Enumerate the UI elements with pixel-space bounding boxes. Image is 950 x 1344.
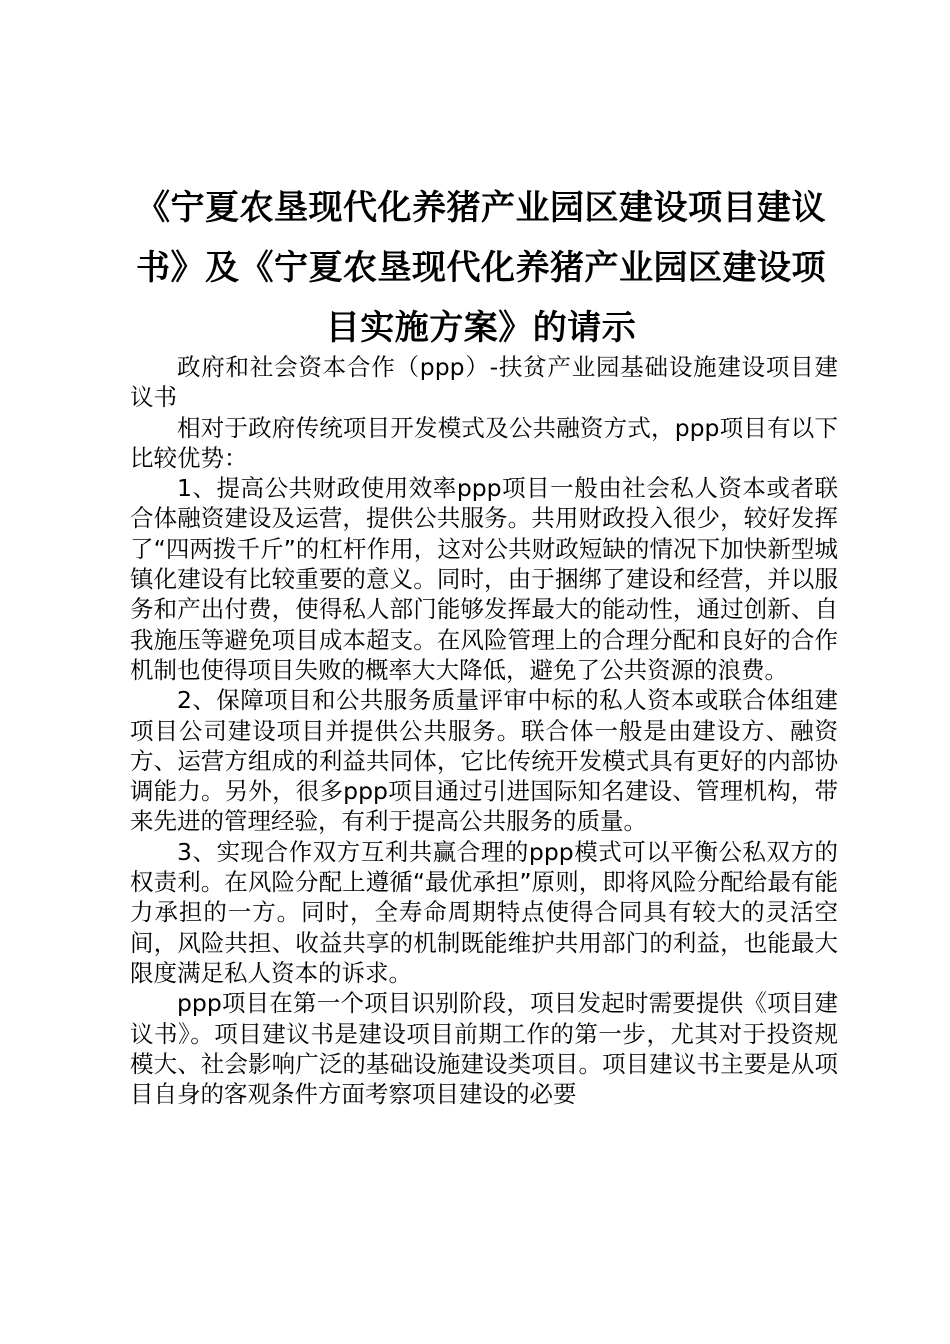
paragraph-intro: 相对于政府传统项目开发模式及公共融资方式，ppp项目有以下比较优势： (130, 413, 838, 472)
paragraph-point-3: 3、实现合作双方互利共赢合理的ppp模式可以平衡公私双方的权责利。在风险分配上遵循“最优承担”原则，即将风险分配给最有能力承担的一方。同时，全寿命周期特点使得合同具有较大的灵活空间，风险共担、收益共享的机制既能维护共用部门的利益，也能最大限度满足私人资本的诉求。 (130, 837, 838, 987)
paragraph-point-1: 1、提高公共财政使用效率ppp项目一般由社会私人资本或者联合体融资建设及运营，提供公共服务。共用财政投入很少，较好发挥了“四两拨千斤”的杠杆作用，这对公共财政短缺的情况下加快新型城镇化建设有比较重要的意义。同时，由于捆绑了建设和经营，并以服务和产出付费，使得私人部门能够发挥最大的能动性，通过创新、自我施压等避免项目成本超支。在风险管理上的合理分配和良好的合作机制也使得项目失败的概率大大降低，避免了公共资源的浪费。 (130, 474, 838, 684)
document-title: 《宁夏农垦现代化养猪产业园区建设项目建议书》及《宁夏农垦现代化养猪产业园区建设项目实施方案》的请示 (136, 188, 826, 348)
paragraph-subtitle: 政府和社会资本合作（ppp）-扶贫产业园基础设施建设项目建议书 (130, 353, 838, 412)
paragraph-point-2: 2、保障项目和公共服务质量评审中标的私人资本或联合体组建项目公司建设项目并提供公共服务。联合体一般是由建设方、融资方、运营方组成的利益共同体，它比传统开发模式具有更好的内部协调能力。另外，很多ppp项目通过引进国际知名建设、管理机构，带来先进的管理经验，有利于提高公共服务的质量。 (130, 686, 838, 836)
document-body (130, 352, 838, 1109)
paragraph-project-proposal: ppp项目在第一个项目识别阶段，项目发起时需要提供《项目建议书》。项目建议书是建设项目前期工作的第一步，尤其对于投资规模大、社会影响广泛的基础设施建设类项目。项目建议书主要是从项目自身的客观条件方面考察项目建设的必要 (130, 989, 838, 1109)
